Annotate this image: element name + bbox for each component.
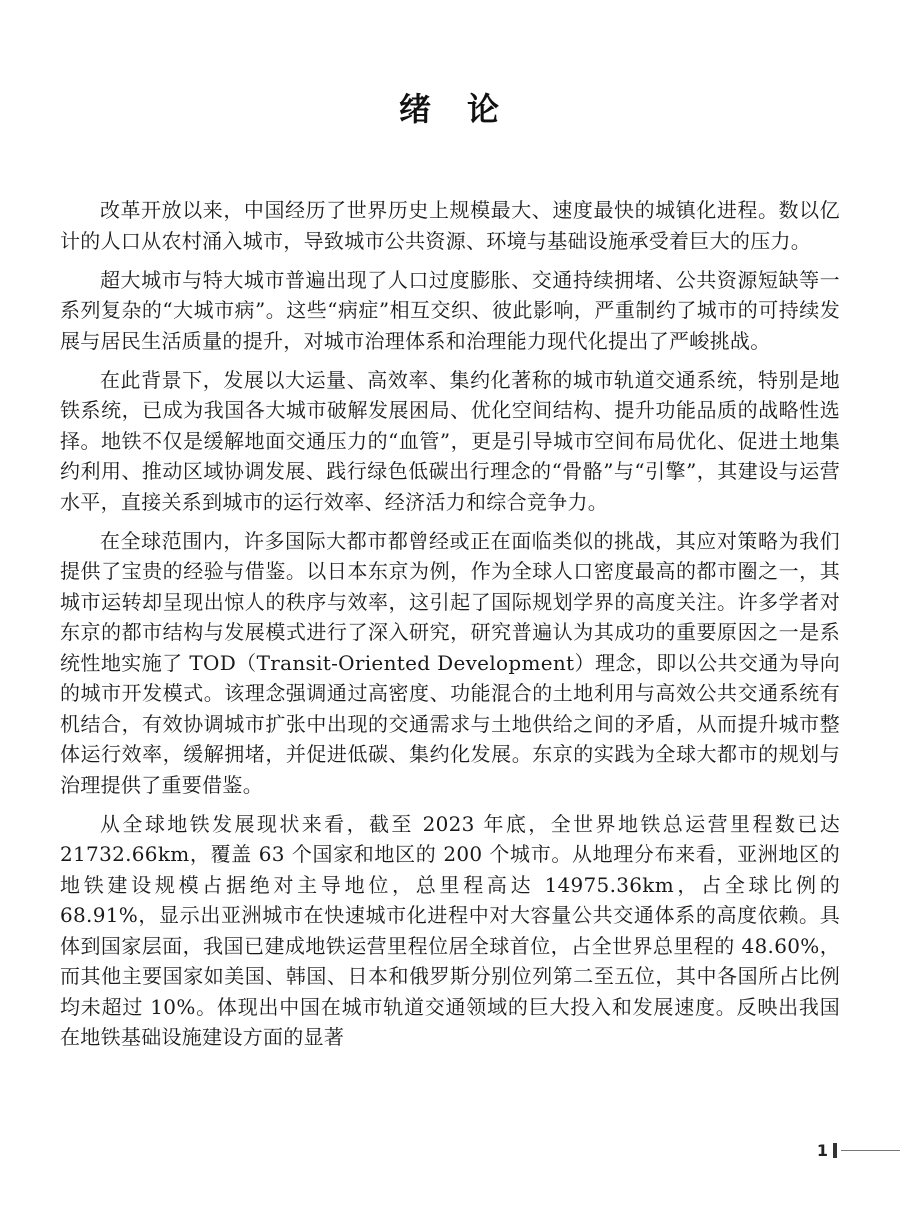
chapter-title: 绪 论 <box>398 90 501 129</box>
paragraph-3: 在此背景下，发展以大运量、高效率、集约化著称的城市轨道交通系统，特别是地铁系统，已成为我国各大城市破解发展困局、优化空间结构、提升功能品质的战略性选择。地铁不仅是缓解地面交通压力的“血管”，更是引导城市空间布局优化、促进土地集约利用、推动区域协调发展、践行绿色低碳出行理念的“骨骼”与“引擎”，其建设与运营水平，直接关系到城市的运行效率、经济活力和综合竞争力。 <box>60 367 840 514</box>
paragraph-5: 从全球地铁发展现状来看，截至 2023 年底，全世界地铁总运营里程数已达 21732.66km，覆盖 63 个国家和地区的 200 个城市。从地理分布来看，亚洲地区的地铁建设规模占据绝对主导地位，总里程高达 14975.36km，占全球比例的 68.91%，显示出亚洲城市在快速城市化进程中对大容量公共交通体系的高度依赖。具体到国家层面，我国已建成地铁运营里程位居全球首位，占全世界总里程的 48.60%，而其他主要国家如美国、韩国、日本和俄罗斯分别位列第二至五位，其中各国所占比例均未超过 10%。体现出中国在城市轨道交通领域的巨大投入和发展速度。反映出我国在地铁基础设施建设方面的显著 <box>60 811 840 1049</box>
paragraph-2: 超大城市与特大城市普遍出现了人口过度膨胀、交通持续拥堵、公共资源短缺等一系列复杂的“大城市病”。这些“病症”相互交织、彼此影响，严重制约了城市的可持续发展与居民生活质量的提升，对城市治理体系和治理能力现代化提出了严峻挑战。 <box>60 267 840 353</box>
page-number-thin-rule <box>841 1150 900 1151</box>
paragraph-4: 在全球范围内，许多国际大都市都曾经或正在面临类似的挑战，其应对策略为我们提供了宝贵的经验与借鉴。以日本东京为例，作为全球人口密度最高的都市圈之一，其城市运转却呈现出惊人的秩序与效率，这引起了国际规划学界的高度关注。许多学者对东京的都市结构与发展模式进行了深入研究，研究普遍认为其成功的重要原因之一是系统性地实施了 TOD（Transit-Oriented Development）理念，即以公共交通为导向的城市开发模式。该理念强调通过高密度、功能混合的土地利用与高效公共交通系统有机结合，有效协调城市扩张中出现的交通需求与土地供给之间的矛盾，从而提升城市整体运行效率，缓解拥堵，并促进低碳、集约化发展。东京的实践为全球大都市的规划与治理提供了重要借鉴。 <box>60 528 840 797</box>
body-text <box>60 195 840 1061</box>
paragraph-1: 改革开放以来，中国经历了世界历史上规模最大、速度最快的城镇化进程。数以亿计的人口从农村涌入城市，导致城市公共资源、环境与基础设施承受着巨大的压力。 <box>60 198 840 253</box>
page-number-thick-rule <box>833 1143 837 1158</box>
page-number: 1 <box>816 1141 828 1160</box>
